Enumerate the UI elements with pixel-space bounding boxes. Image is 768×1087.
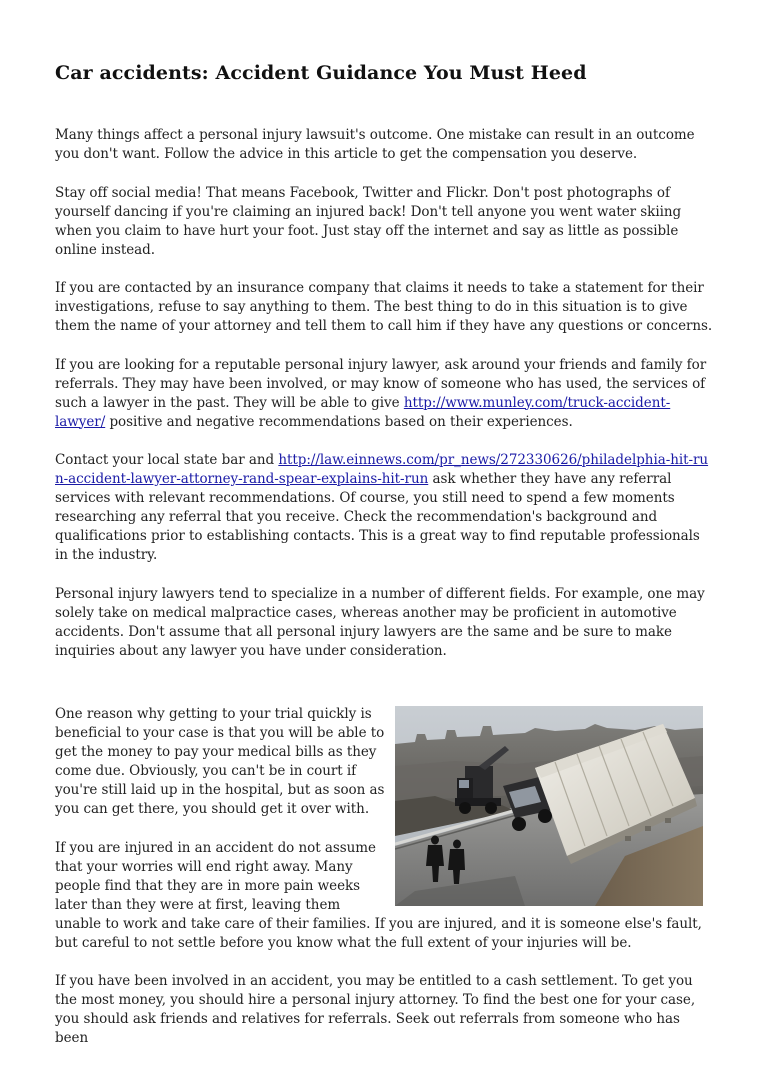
paragraph-state-bar-text-2: ask whether they have any referral services with relevant recommendations. Of course, you still need to spend a few moments researching any referral that you receive. Check the recommendation's background and qualifications prior to establishing contacts. This is a great way to find reputable professionals in the industry. — [55, 471, 700, 563]
section-spacer — [55, 680, 715, 705]
page-title: Car accidents: Accident Guidance You Must Heed — [55, 62, 587, 84]
paragraph-referrals — [55, 356, 715, 432]
truck-accident-photo — [395, 706, 703, 906]
paragraph-social-media: Stay off social media! That means Facebook, Twitter and Flickr. Don't post photographs of yourself dancing if you're claiming an injured back! Don't tell anyone you went water skiing when you claim to have hurt your foot. Just stay off the internet and say as little as possible online instead. — [55, 184, 682, 258]
paragraph-state-bar-text-1: Contact your local state bar and — [55, 452, 279, 468]
paragraph-intro: Many things affect a personal injury lawsuit's outcome. One mistake can result in an outcome you don't want. Follow the advice in this article to get the compensation you deserve. — [55, 127, 695, 162]
document-page — [55, 58, 715, 1068]
paragraph-referrals-text-1: If you are looking for a reputable personal injury lawyer, ask around your friends and family for referrals. They may have been involved, or may know of someone who has used, the services of such a lawyer in the past. They will be able to give — [55, 356, 707, 411]
paragraph-settlement: If you have been involved in an accident, you may be entitled to a cash settlement. To get you the most money, you should hire a personal injury attorney. To find the best one for your case, you should ask friends and relatives for referrals. Seek out referrals from someone who has been — [55, 973, 696, 1046]
paragraph-referrals-text-2: positive and negative recommendations based on their experiences. — [105, 413, 573, 430]
paragraph-injured: If you are injured in an accident do not assume that your worries will end right away. Many people find that they are in more pain weeks later than they were at first, leaving them unable to work and take care of their families. If you are injured, and it is someone else's fault, but careful to not settle before you know what the full extent of your injuries will be. — [55, 839, 702, 951]
paragraph-specialize: Personal injury lawyers tend to specialize in a number of different fields. For example, one may solely take on medical malpractice cases, whereas another may be proficient in automotive accidents. Don't assume that all personal injury lawyers are the same and be sure to make inquiries about any lawyer you have under consideration. — [55, 585, 705, 659]
munley-link[interactable]: http://www.munley.com/truck-accident-lawyer/ — [55, 394, 671, 430]
paragraph-state-bar — [55, 451, 715, 565]
einnews-link[interactable]: http://law.einnews.com/pr_news/272330626/philadelphia-hit-run-accident-lawyer-attorney-rand-spear-explains-hit-run — [55, 452, 709, 487]
paragraph-trial: One reason why getting to your trial quickly is beneficial to your case is that you will be able to get the money to pay your medical bills as they come due. Obviously, you can't be in court if you're still laid up in the hospital, but as soon as you can get there, you should get it over with. — [55, 706, 385, 817]
paragraph-insurance: If you are contacted by an insurance company that claims it needs to take a statement for their investigations, refuse to say anything to them. The best thing to do in this situation is to give them the name of your attorney and tell them to call him if they have any questions or concerns. — [55, 280, 713, 334]
